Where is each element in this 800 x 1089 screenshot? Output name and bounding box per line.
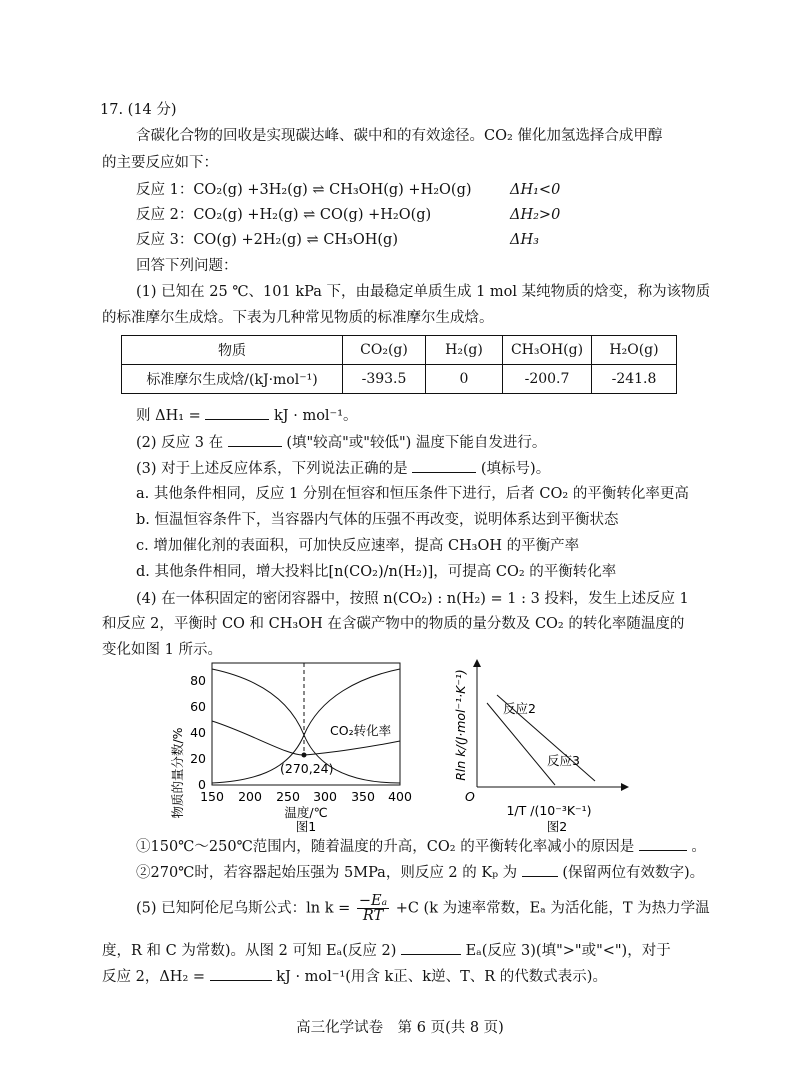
part2-suffix: (填"较高"或"较低") 温度下能自发进行。 (286, 435, 547, 451)
fig1-ytick: 40 (190, 725, 206, 740)
fig1-ytick: 0 (198, 777, 206, 792)
intro-line-2: 的主要反应如下： (102, 155, 218, 171)
option-a: a. 其他条件相同，反应 1 分别在恒容和恒压条件下进行，后者 CO₂ 的平衡转化率更高 (136, 486, 689, 502)
enthalpy-table (121, 335, 677, 394)
part4-line-3: 变化如图 1 所示。 (102, 642, 222, 658)
fig2-ylabel: Rln k/(J·mol⁻¹·K⁻¹) (453, 669, 468, 781)
part5-compare-prefix: 度，R 和 C 为常数)。从图 2 可知 Eₐ(反应 2) (102, 943, 397, 959)
part2-prefix: (2) 反应 3 在 (136, 435, 224, 451)
answer-blank[interactable] (639, 836, 687, 851)
answer-blank[interactable] (228, 432, 282, 447)
part1-line-1: (1) 已知在 25 ℃、101 kPa 下，由最稳定单质生成 1 mol 某纯物质的焓变，称为该物质 (136, 284, 711, 300)
fig2-x-arrow (621, 783, 629, 791)
fraction-denominator: RT (362, 908, 384, 924)
fig1-xlabel: 温度/℃ (284, 805, 328, 820)
table-cell: 标准摩尔生成焓/(kJ·mol⁻¹) (122, 365, 343, 394)
subq-4-1-text: ①150℃～250℃范围内，随着温度的升高，CO₂ 的平衡转化率减小的原因是 (136, 839, 635, 855)
part4-line-2: 和反应 2，平衡时 CO 和 CH₃OH 在含碳产物中的物质的量分数及 CO₂ 的转化率随温度的 (102, 616, 685, 632)
answer-blank[interactable] (522, 862, 558, 877)
table-header-row (122, 336, 677, 365)
intro-line-1: 含碳化合物的回收是实现碳达峰、碳中和的有效途径。CO₂ 催化加氢选择合成甲醇 (136, 128, 663, 144)
part3-prefix: (3) 对于上述反应体系，下列说法正确的是 (136, 461, 408, 477)
part4-line-1: (4) 在一体积固定的密闭容器中，按照 n(CO₂) : n(H₂) = 1 : 3 投料，发生上述反应 1 (136, 591, 689, 607)
part2-line (136, 432, 546, 453)
part5-line-1 (136, 894, 710, 923)
option-d: d. 其他条件相同，增大投料比[n(CO₂)/n(H₂)]，可提高 CO₂ 的平衡转化率 (136, 564, 617, 580)
answer-blank[interactable] (205, 405, 269, 420)
fig1-ylabel: 物质的量分数/% (170, 727, 185, 819)
fig1-curve-label: CO₂转化率 (330, 723, 392, 738)
table-cell: 0 (426, 365, 503, 394)
reaction-1: 反应 1：CO₂(g) +3H₂(g) ⇌ CH₃OH(g) +H₂O(g) (136, 182, 472, 198)
table-header-cell: CH₃OH(g) (503, 336, 592, 365)
fig1-xtick: 400 (388, 789, 412, 804)
subq-4-2 (136, 862, 704, 883)
part5-enthalpy-suffix: kJ · mol⁻¹(用含 k正、k逆、T、R 的代数式表示)。 (276, 969, 607, 985)
fig1-xtick: 350 (351, 789, 375, 804)
subq-4-2-text: ②270℃时，若容器起始压强为 5MPa，则反应 2 的 Kₚ 为 (136, 865, 518, 881)
fig1-xtick: 150 (200, 789, 224, 804)
fig1-xtick: 300 (313, 789, 337, 804)
answer-prompt: 回答下列问题： (136, 258, 238, 274)
table-header-cell: 物质 (122, 336, 343, 365)
table-cell: -393.5 (343, 365, 426, 394)
fig1-xtick: 200 (238, 789, 262, 804)
fig2-line-label: 反应2 (503, 701, 536, 716)
fig1-marked-point (302, 753, 307, 758)
option-c: c. 增加催化剂的表面积，可加快反应速率，提高 CH₃OH 的平衡产率 (136, 538, 580, 554)
reaction-2-enthalpy: ΔH₂>0 (510, 207, 561, 223)
table-header-cell: CO₂(g) (343, 336, 426, 365)
subq-4-1 (136, 836, 706, 857)
part1-answer-prefix: 则 ΔH₁ = (136, 408, 201, 424)
part3-line (136, 458, 550, 479)
part1-line-2: 的标准摩尔生成焓。下表为几种常见物质的标准摩尔生成焓。 (102, 310, 494, 326)
fig2-caption: 图2 (546, 819, 568, 834)
figure-2 (445, 655, 645, 835)
fraction-numerator: −Eₐ (358, 893, 388, 909)
part5-enthalpy-prefix: 反应 2，ΔH₂ = (102, 969, 206, 985)
subq-4-2-end: (保留两位有效数字)。 (562, 865, 705, 881)
part5-line-2 (102, 940, 671, 961)
fig2-line-label: 反应3 (547, 753, 580, 768)
table-header-cell: H₂(g) (426, 336, 503, 365)
reaction-1-enthalpy: ΔH₁<0 (510, 182, 561, 198)
fig2-y-arrow (473, 659, 481, 667)
fig1-point-label: (270,24) (280, 761, 334, 776)
fig1-ytick: 80 (190, 673, 206, 688)
table-cell: -241.8 (592, 365, 677, 394)
page-footer: 高三化学试卷 第 6 页(共 8 页) (296, 1020, 504, 1036)
question-number: 17. (14 分) (100, 102, 177, 118)
part1-answer-unit: kJ · mol⁻¹。 (274, 408, 358, 424)
reaction-2: 反应 2：CO₂(g) +H₂(g) ⇌ CO(g) +H₂O(g) (136, 207, 432, 223)
part5-line-3 (102, 966, 607, 987)
table-cell: -200.7 (503, 365, 592, 394)
subq-4-1-end: 。 (691, 839, 706, 855)
reaction-3-enthalpy: ΔH₃ (510, 232, 539, 248)
table-header-cell: H₂O(g) (592, 336, 677, 365)
option-b: b. 恒温恒容条件下，当容器内气体的压强不再改变，说明体系达到平衡状态 (136, 512, 619, 528)
fig1-xtick: 250 (276, 789, 300, 804)
answer-blank[interactable] (401, 940, 461, 955)
fig2-origin: O (465, 789, 475, 804)
figure-1 (170, 655, 440, 835)
reaction-3: 反应 3：CO(g) +2H₂(g) ⇌ CH₃OH(g) (136, 232, 398, 248)
table-row (122, 365, 677, 394)
answer-blank[interactable] (412, 458, 476, 473)
part5-formula-suffix: +C (k 为速率常数，Eₐ 为活化能，T 为热力学温 (395, 900, 710, 917)
fig1-ytick: 20 (190, 751, 206, 766)
arrhenius-fraction (357, 894, 389, 923)
part1-answer-line (136, 405, 358, 426)
fig1-ytick: 60 (190, 699, 206, 714)
part3-suffix: (填标号)。 (480, 461, 551, 477)
fig1-caption: 图1 (295, 819, 317, 834)
part5-compare-suffix: Eₐ(反应 3)(填">"或"<")，对于 (465, 943, 671, 959)
part5-formula-prefix: (5) 已知阿伦尼乌斯公式：ln k = (136, 900, 351, 917)
answer-blank[interactable] (210, 966, 272, 981)
fig2-xlabel: 1/T /(10⁻³K⁻¹) (506, 803, 592, 818)
